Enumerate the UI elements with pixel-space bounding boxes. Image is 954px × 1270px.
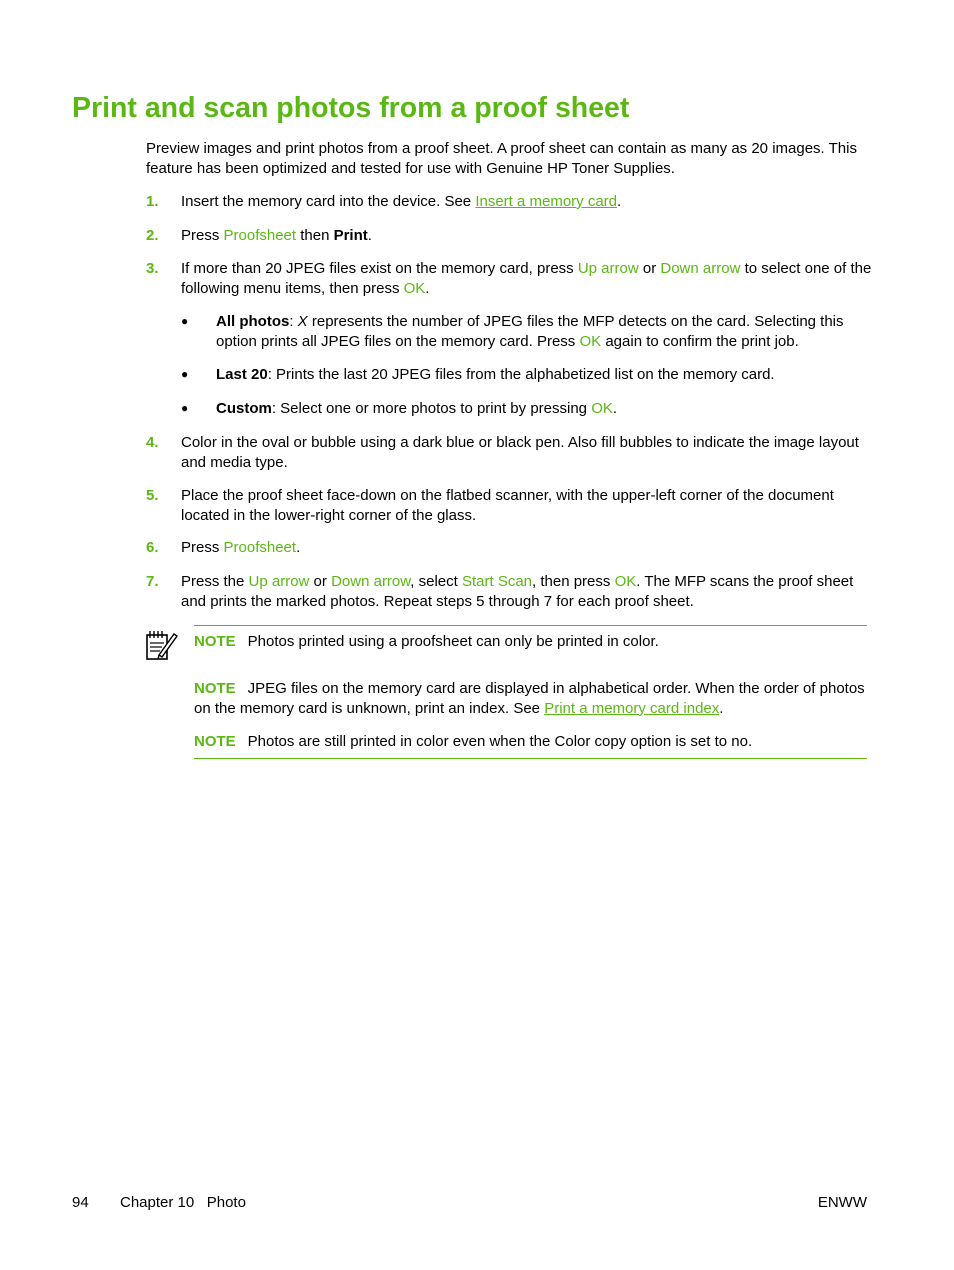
intro-paragraph: Preview images and print photos from a proof sheet. A proof sheet can contain as many as 20 images. This feature has been optimized and tested for use with Genuine HP Toner Supplies. bbox=[146, 140, 857, 177]
key-up-arrow: Up arrow bbox=[248, 573, 310, 590]
step-1: 1. Insert the memory card into the device. See Insert a memory card. bbox=[146, 193, 622, 210]
footer-right-label: ENWW bbox=[817, 1194, 867, 1211]
link-print-memory-card-index[interactable]: Print a memory card index bbox=[544, 699, 720, 717]
bullet-custom: ● Custom: Select one or more photos to print by pressing OK. bbox=[181, 400, 618, 417]
step-5: 5. Place the proof sheet face-down on the flatbed scanner, with the upper-left corner of the document located in the lower-right corner of the glass. bbox=[146, 487, 834, 524]
note-label: NOTE bbox=[194, 733, 236, 750]
key-ok: OK bbox=[403, 279, 426, 297]
note-label: NOTE bbox=[194, 680, 236, 697]
key-ok: OK bbox=[579, 332, 602, 350]
key-ok: OK bbox=[591, 400, 613, 417]
chapter-label: Chapter 10 Photo bbox=[120, 1194, 246, 1211]
step-3: 3. If more than 20 JPEG files exist on the memory card, press Up arrow or Down arrow to select one of the following menu items, then press OK. bbox=[146, 260, 872, 297]
bullet-all-photos: ● All photos: X represents the number of JPEG files the MFP detects on the card. Selecting this option prints all JPEG files on the memory card. Press OK again to confirm the print job. bbox=[181, 313, 844, 350]
note-top-rule bbox=[194, 625, 867, 626]
step-number: 3. bbox=[146, 260, 159, 277]
note-1: NOTE Photos printed using a proofsheet can only be printed in color. bbox=[194, 633, 659, 650]
page-number: 94 bbox=[72, 1194, 89, 1211]
step-number: 4. bbox=[146, 434, 159, 451]
bold-print: Print bbox=[333, 227, 368, 244]
bullet-dot: ● bbox=[181, 401, 189, 415]
step-6: 6. Press Proofsheet. bbox=[146, 539, 301, 556]
step-number: 2. bbox=[146, 227, 159, 244]
step-number: 7. bbox=[146, 573, 159, 590]
bullet-dot: ● bbox=[181, 314, 189, 328]
step-number: 5. bbox=[146, 487, 159, 504]
key-proofsheet: Proofsheet bbox=[223, 539, 297, 556]
step-2: 2. Press Proofsheet then Print. bbox=[146, 227, 372, 244]
bullet-dot: ● bbox=[181, 367, 189, 381]
key-up-arrow: Up arrow bbox=[577, 260, 639, 277]
key-ok: OK bbox=[614, 573, 637, 590]
key-down-arrow: Down arrow bbox=[331, 573, 411, 590]
key-start-scan: Start Scan bbox=[461, 573, 533, 590]
note-bottom-rule bbox=[194, 758, 867, 759]
key-proofsheet: Proofsheet bbox=[223, 227, 297, 244]
step-number: 1. bbox=[146, 193, 159, 210]
bullet-last-20: ● Last 20: Prints the last 20 JPEG files from the alphabetized list on the memory card. bbox=[181, 366, 775, 383]
note-3: NOTE Photos are still printed in color even when the Color copy option is set to no. bbox=[194, 733, 753, 750]
key-down-arrow: Down arrow bbox=[660, 260, 741, 277]
note-label: NOTE bbox=[194, 633, 236, 650]
link-insert-memory-card[interactable]: Insert a memory card bbox=[475, 193, 618, 210]
step-4: 4. Color in the oval or bubble using a dark blue or black pen. Also fill bubbles to indicate the image layout and media type. bbox=[146, 434, 859, 471]
step-number: 6. bbox=[146, 539, 159, 556]
note-2: NOTE JPEG files on the memory card are displayed in alphabetical order. When the order of photos on the memory card is unknown, print an index. See Print a memory card index. bbox=[194, 680, 865, 717]
note-pad-icon bbox=[144, 628, 178, 662]
page-title: Print and scan photos from a proof sheet bbox=[72, 92, 630, 124]
step-7: 7. Press the Up arrow or Down arrow, select Start Scan, then press OK. The MFP scans the proof sheet and prints the marked photos. Repeat steps 5 through 7 for each proof sheet. bbox=[146, 573, 854, 610]
